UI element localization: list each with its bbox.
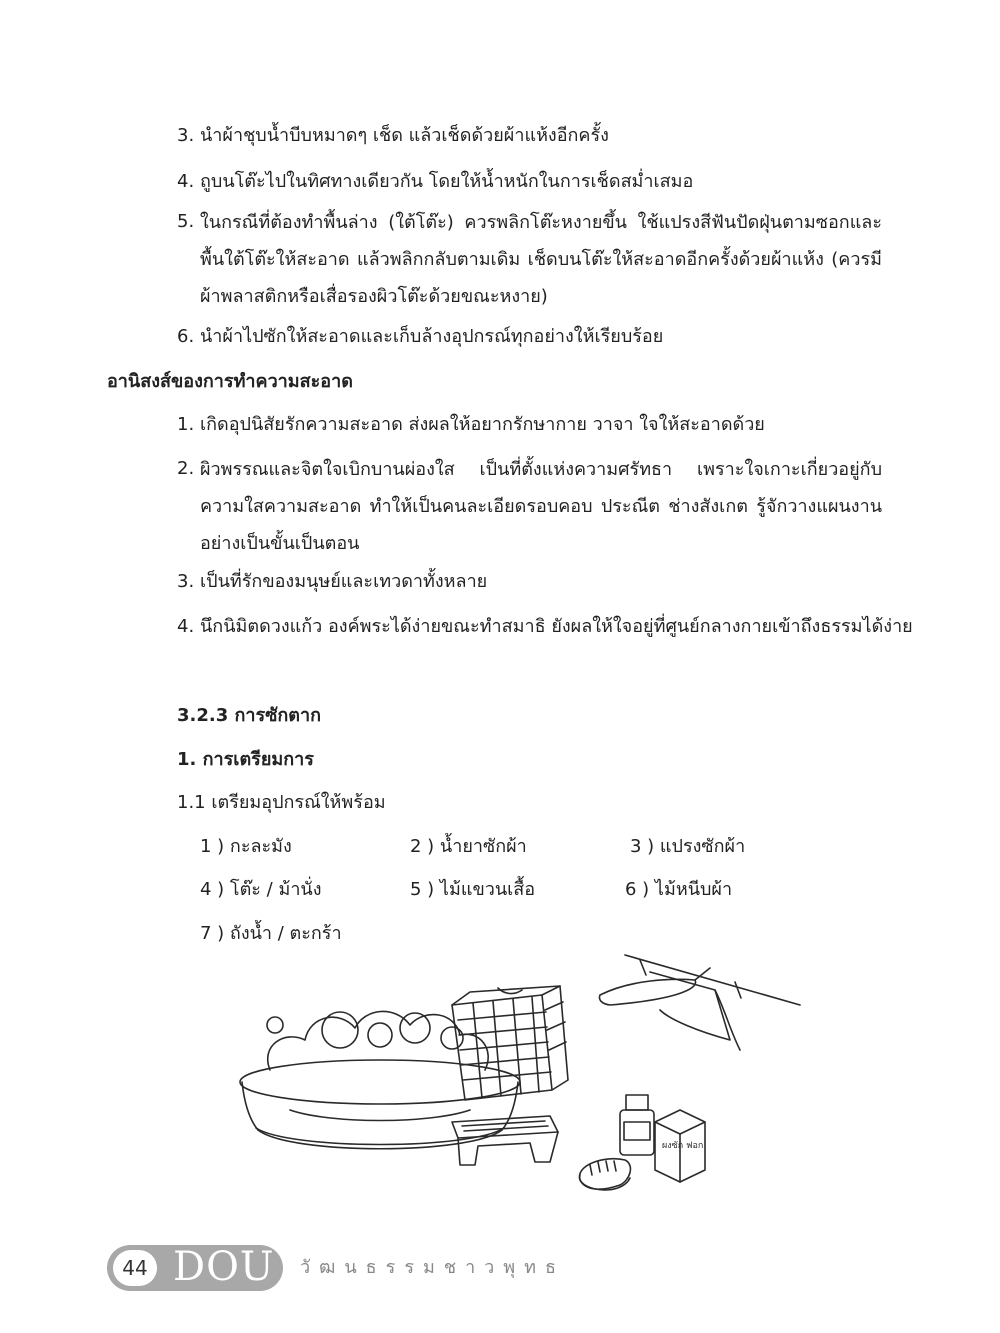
stool-icon — [452, 1116, 558, 1165]
benefits-heading: อานิสงส์ของการทำความสะอาด — [107, 371, 353, 392]
detergent-icon — [620, 1095, 705, 1182]
equipment-item-3: 3 ) แปรงซักผ้า — [630, 836, 746, 857]
page-number: 44 — [113, 1250, 157, 1286]
clothesline-icon — [599, 955, 800, 1050]
basket-icon — [452, 986, 568, 1100]
footer-logo: DOU — [173, 1244, 275, 1290]
benefit-3-text: เป็นที่รักของมนุษย์และเทวดาทั้งหลาย — [200, 571, 488, 592]
benefit-2-number: 2. — [177, 458, 195, 479]
laundry-equipment-illustration — [230, 950, 830, 1200]
benefit-3-number: 3. — [177, 571, 195, 592]
step-4-number: 4. — [177, 171, 195, 192]
equipment-item-5: 5 ) ไม้แขวนเสื้อ — [410, 879, 536, 900]
equipment-item-2: 2 ) น้ำยาซักผ้า — [410, 836, 527, 857]
detergent-label: ผงซัก ฟอก — [662, 1141, 704, 1151]
benefit-1-text: เกิดอุปนิสัยรักความสะอาด ส่งผลให้อยากรักษากาย วาจา ใจให้สะอาดด้วย — [200, 414, 765, 435]
basin-icon — [240, 1011, 520, 1148]
benefit-4-number: 4. — [177, 616, 195, 637]
book-title: วัฒนธรรมชาวพุทธ — [300, 1257, 566, 1278]
step-6-number: 6. — [177, 326, 195, 347]
equipment-item-7: 7 ) ถังน้ำ / ตะกร้า — [200, 923, 342, 944]
equipment-item-4: 4 ) โต๊ะ / ม้านั่ง — [200, 879, 322, 900]
sub-heading: 1. การเตรียมการ — [177, 749, 314, 770]
benefit-2-text: ผิวพรรณและจิตใจเบิกบานผ่องใส เป็นที่ตั้งแห่งความศรัทธา เพราะใจเกาะเกี่ยวอยู่กับความใสความสะอาด ทำให้เป็นคนละเอียดรอบคอบ ประณีต ช่างสังเกต รู้จักวางแผนงานอย่างเป็นขั้นเป็นตอน — [200, 459, 882, 554]
item-heading: 1.1 เตรียมอุปกรณ์ให้พร้อม — [177, 792, 386, 813]
step-4-text: ถูบนโต๊ะไปในทิศทางเดียวกัน โดยให้น้ำหนักในการเช็ดสม่ำเสมอ — [200, 171, 694, 192]
equipment-item-1: 1 ) กะละมัง — [200, 836, 292, 857]
scrub-brush-icon — [579, 1159, 630, 1190]
benefit-4-text: นึกนิมิตดวงแก้ว องค์พระได้ง่ายขณะทำสมาธิ ยังผลให้ใจอยู่ที่ศูนย์กลางกายเข้าถึงธรรมได้ง่าย — [200, 616, 913, 637]
step-5-number: 5. — [177, 211, 195, 232]
section-heading: 3.2.3 การซักตาก — [177, 705, 321, 726]
step-5-text: ในกรณีที่ต้องทำพื้นล่าง (ใต้โต๊ะ) ควรพลิกโต๊ะหงายขึ้น ใช้แปรงสีฟันปัดฝุ่นตามซอกและพื้นใต้โต๊ะให้สะอาด แล้วพลิกกลับตามเดิม เช็ดบนโต๊ะให้สะอาดอีกครั้งด้วยผ้าแห้ง (ควรมีผ้าพลาสติกหรือเสื่อรองผิวโต๊ะด้วยขณะหงาย) — [200, 212, 882, 307]
step-3-number: 3. — [177, 125, 195, 146]
equipment-item-6: 6 ) ไม้หนีบผ้า — [625, 879, 733, 900]
step-6-text: นำผ้าไปซักให้สะอาดและเก็บล้างอุปกรณ์ทุกอย่างให้เรียบร้อย — [200, 326, 664, 347]
step-3-text: นำผ้าชุบน้ำบีบหมาดๆ เช็ด แล้วเช็ดด้วยผ้าแห้งอีกครั้ง — [200, 125, 609, 146]
benefit-1-number: 1. — [177, 414, 195, 435]
